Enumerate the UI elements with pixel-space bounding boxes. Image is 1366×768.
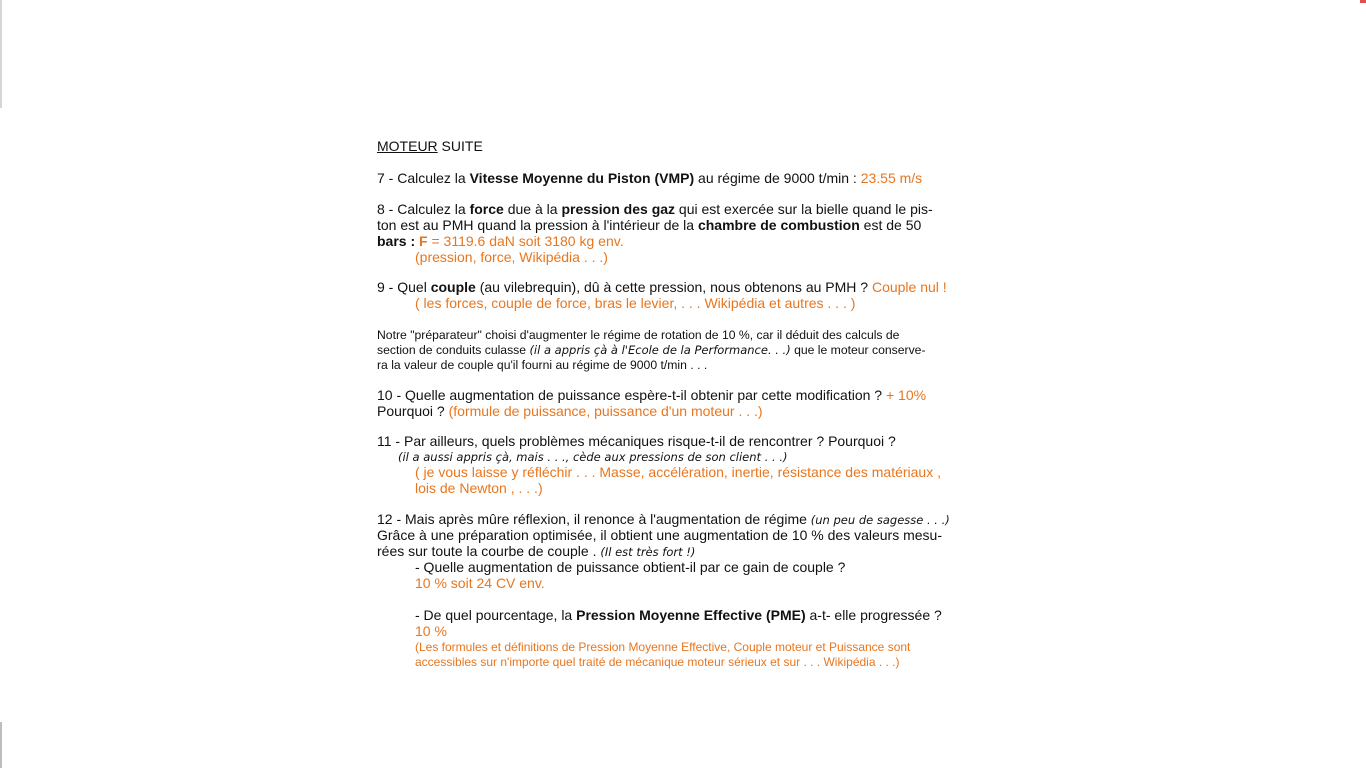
q9-c: (au vilebrequin), dû à cette pression, nous obtenons au PMH ? <box>475 279 872 295</box>
question-9 <box>377 279 947 295</box>
question-8-line-2 <box>377 217 921 233</box>
q12-sub2-a: - De quel pourcentage, la <box>415 607 577 623</box>
question-8-hint: (pression, force, Wikipédia . . .) <box>415 249 608 265</box>
q12-l3-italic: (Il est très fort !) <box>600 545 696 559</box>
title-rest: SUITE <box>437 138 483 154</box>
left-edge-mark-top <box>0 0 2 108</box>
q10-answer: + 10% <box>885 387 927 403</box>
question-12-reference-line-1: (Les formules et définitions de Pression Moyenne Effective, Couple moteur et Puissance sont <box>415 640 911 654</box>
q7-bold: Vitesse Moyenne du Piston (VMP) <box>469 170 695 186</box>
question-12-sub-1: - Quelle augmentation de puissance obtient-il par ce gain de couple ? <box>415 559 846 575</box>
left-edge-mark-bottom <box>0 722 2 768</box>
question-12-line-2: Grâce à une préparation optimisée, il obtient une augmentation de 10 % des valeurs mesu- <box>377 527 943 543</box>
note-line-1: Notre "préparateur" choisi d'augmenter le régime de rotation de 10 %, car il déduit des calculs de <box>377 328 900 342</box>
q12-l1: 12 - Mais après mûre réflexion, il renonce à l'augmentation de régime <box>377 511 811 527</box>
note-l2-a: section de conduits culasse <box>377 343 530 357</box>
q10-hint: (formule de puissance, puissance d'un moteur . . .) <box>448 403 763 419</box>
question-12-sub-1-answer: 10 % soit 24 CV env. <box>415 575 545 591</box>
question-11-hint-line-2: lois de Newton , . . .) <box>415 480 543 496</box>
question-12-sub-2-answer: 10 % <box>415 623 447 639</box>
q9-answer: Couple nul ! <box>871 279 947 295</box>
q7-prefix: 7 - Calculez la <box>377 170 470 186</box>
q9-b: couple <box>430 279 476 295</box>
q8-l1-b: force <box>469 201 504 217</box>
question-11-hint-line-1: ( je vous laisse y réfléchir . . . Masse, accélération, inertie, résistance des matériaux , <box>415 464 941 480</box>
q8-l1-d: pression des gaz <box>561 201 676 217</box>
q10-l2: Pourquoi ? <box>377 403 449 419</box>
note-line-2 <box>377 343 926 358</box>
question-12-sub-2 <box>415 607 942 623</box>
q12-sub2-b: Pression Moyenne Effective (PME) <box>576 607 806 623</box>
question-8-line-1 <box>377 201 933 217</box>
q8-answer: = 3119.6 daN soit 3180 kg env. <box>427 233 624 249</box>
question-11: 11 - Par ailleurs, quels problèmes mécaniques risque-t-il de rencontrer ? Pourquoi ? <box>377 433 896 449</box>
q12-l1-italic: (un peu de sagesse . . .) <box>810 513 950 527</box>
q12-sub2-c: a-t- elle progressée ? <box>805 607 942 623</box>
note-l2-italic: (il a appris çà à l'Ecole de la Performance. . .) <box>529 343 791 357</box>
q8-l2-c: est de 50 <box>859 217 922 233</box>
question-12-line-3 <box>377 543 695 560</box>
question-7 <box>377 170 922 186</box>
q8-l1-c: due à la <box>503 201 562 217</box>
question-9-hint: ( les forces, couple de force, bras le levier, . . . Wikipédia et autres . . . ) <box>415 295 856 311</box>
note-line-3: ra la valeur de couple qu'il fourni au régime de 9000 t/min . . . <box>377 358 708 372</box>
q8-l2-a: ton est au PMH quand la pression à l'intérieur de la <box>377 217 698 233</box>
page-title <box>377 138 483 154</box>
question-8-line-3 <box>377 233 624 249</box>
q7-suffix: au régime de 9000 t/min : <box>694 170 861 186</box>
q10-l1: 10 - Quelle augmentation de puissance espère-t-il obtenir par cette modification ? <box>377 387 886 403</box>
note-l2-b: que le moteur conserve- <box>790 343 926 357</box>
q12-l3: rées sur toute la courbe de couple . <box>377 543 601 559</box>
q8-l1-a: 8 - Calculez la <box>377 201 470 217</box>
question-11-italic: (il a aussi appris çà, mais . . ., cède aux pressions de son client . . .) <box>398 450 788 464</box>
question-12-reference-line-2: accessibles sur n'importe quel traité de mécanique moteur sérieux et sur . . . Wikipédia . . .) <box>415 655 900 669</box>
q8-answer-bold: F <box>419 233 428 249</box>
q8-l2-b: chambre de combustion <box>697 217 860 233</box>
question-10-line-1 <box>377 387 926 403</box>
question-10-line-2 <box>377 403 763 419</box>
corner-mark <box>1360 0 1366 3</box>
q8-l3-bold: bars : <box>377 233 420 249</box>
q8-l1-e: qui est exercée sur la bielle quand le pis- <box>675 201 933 217</box>
q7-answer: 23.55 m/s <box>860 170 923 186</box>
question-12-line-1 <box>377 511 950 528</box>
q9-a: 9 - Quel <box>377 279 431 295</box>
title-underlined: MOTEUR <box>377 138 438 154</box>
